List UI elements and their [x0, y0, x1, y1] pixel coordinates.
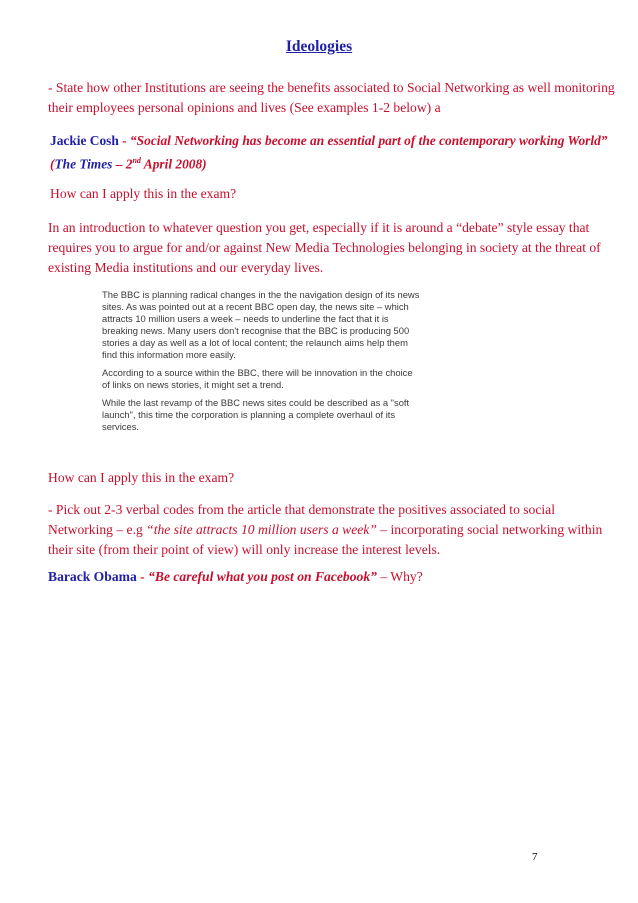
obama-name: Barack Obama [48, 569, 137, 584]
obama-dash: - [136, 569, 149, 584]
article-paragraph-1: The BBC is planning radical changes in the the navigation design of its news sites. As was pointed out at a recent BBC open day, the news site – which attracts 10 million users a week – needs to underline the fact that it is breaking news. Many users don't recognise that the BBC is producing 500 stories a day as well as a lot of local content; the relaunch aims help them find this information more easily. [102, 289, 420, 360]
introduction-paragraph: In an introduction to whatever question you get, especially if it is around a “debate” style essay that requires you to argue for and/or against New Media Technologies belonging in society at the threat of existing Media institutions and our everyday lives. [48, 220, 601, 275]
pick-text-pre: - Pick out 2-3 verbal codes from the article that demonstrate the positives associated to social Networking – e.g [48, 502, 555, 537]
quote1-author: Jackie Cosh [50, 133, 119, 148]
apply-question-2: How can I apply this in the exam? [48, 470, 235, 485]
quote1-source-date-pre: – 2 [112, 156, 133, 172]
pick-text-post: – incorporating social networking within their site (from their point of view) will only increase the interest levels. [48, 522, 603, 557]
obama-quote: “Be careful what you post on Facebook” [148, 569, 377, 584]
quote1-source-close: ) [202, 156, 207, 172]
pick-quote: “the site attracts 10 million users a week” [146, 522, 377, 537]
quote1-source-open: ( [50, 156, 55, 172]
pick-out-paragraph [48, 500, 618, 560]
quote-jackie-cosh [50, 131, 620, 174]
quote-barack-obama [48, 567, 618, 587]
quote1-source-date-post: April 2008 [140, 156, 203, 172]
quote1-source-sup: nd [132, 156, 141, 165]
apply-question-1: How can I apply this in the exam? [50, 186, 237, 201]
page-title: Ideologies [285, 38, 353, 55]
quote1-dash: - [118, 133, 130, 148]
obama-post: – Why? [376, 569, 423, 584]
quote1-text: “Social Networking has become an essential part of the contemporary working World” [129, 133, 608, 148]
article-excerpt [102, 289, 422, 439]
intro-paragraph: - State how other Institutions are seeing the benefits associated to Social Networking as well monitoring their employees personal opinions and lives (See examples 1-2 below) a [48, 80, 615, 115]
article-paragraph-3: While the last revamp of the BBC news sites could be described as a "soft launch", this time the corporation is planning a complete overhaul of its services. [102, 397, 410, 432]
page-number: 7 [532, 851, 538, 863]
quote1-source-publication: The Times [54, 156, 113, 172]
article-paragraph-2: According to a source within the BBC, there will be innovation in the choice of links on news stories, it might set a trend. [102, 367, 413, 390]
